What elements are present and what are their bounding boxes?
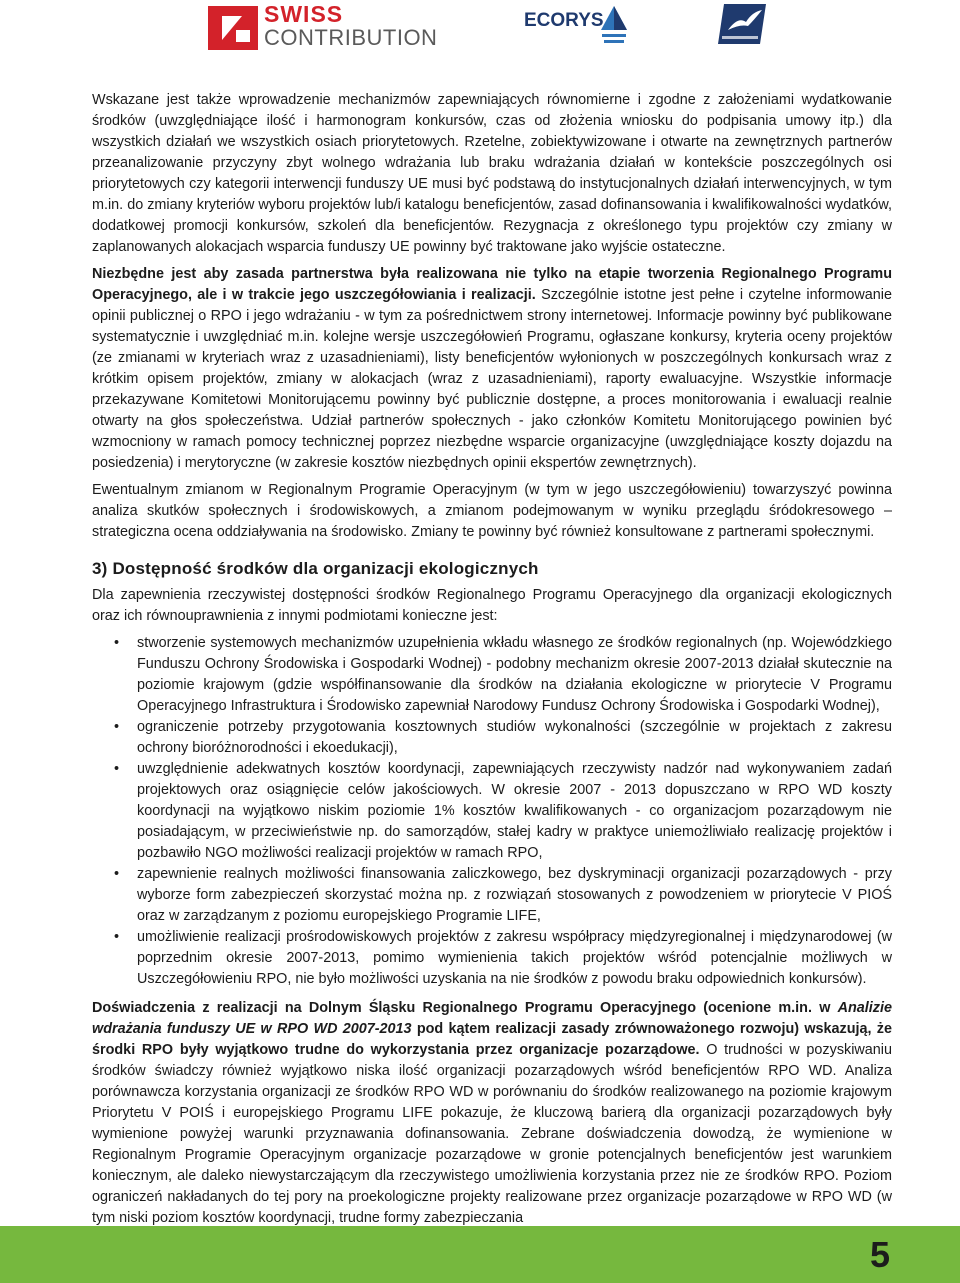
swiss-contribution-logo bbox=[208, 2, 448, 54]
experiences-details: O trudności w pozyskiwaniu środków świadczy również wyjątkowo niska ilość organizacji pozarządowych wśród beneficjentów RPO WD. Analiza porównawcza korzystania organizacji ze środków RPO WD w porównaniu do środków realizowanego na poziomie krajowym Priorytetu V POIŚ i europejskiego Programu LIFE pokazuje, że kluczową barierą dla organizacji pozarządowych były wymienione powyżej warunki przyznawania dofinansowania. Zebrane doświadczenia dowodzą, że wymienione w Regionalnym Programie Operacyjnym organizacje pozarządowe w gronie potencjalnych beneficjentów jest warunkiem koniecznym, ale daleko niewystarczającym dla rzeczywistego umożliwienia korzystania przez nie ze środków RPO. Poziom ograniczeń nakładanych do tej pory na proekologiczne projekty realizowane przez organizacje pozarządowe w RPO WD (w tym niski poziom kosztów koordynacji, trudne formy zabezpieczania bbox=[92, 1042, 893, 1226]
ecorys-word: ECORYS bbox=[524, 10, 604, 31]
paragraph-partnership bbox=[92, 264, 892, 474]
list-item-text: uwzględnienie adekwatnych kosztów koordynacji, zapewniających rzeczywisty nadzór nad wykonywaniem zadań projektowych oraz osiągnięcie celów jakościowych. W okresie 2007 - 2013 dopuszczano w RPO WD koszty koordynacji na wyjątkowo niskim poziomie 1% kosztów kwalifikowanych - co organizacjom pozarządowym nie posiadającym, w przeciwieństwie np. do samorządów, stałej kadry w praktyce uniemożliwiało realizację projektów i pozbawiło NGO możliwości realizacji projektów w ramach RPO, bbox=[137, 761, 892, 861]
partnership-details: Szczególnie istotne jest pełne i czytelne informowanie opinii publicznej o RPO i jego wdrażaniu - w tym za pośrednictwem strony internetowej. Informacje powinny być publikowane systematycznie i uwzględniać m.in. kolejne wersje uszczegółowień Programu, ogłaszane konkursy, kryteria oceny projektów (ze zmianami w kryteriach wraz z uzasadnieniami), listy beneficjentów wyłonionych w poszczególnych konkursach wraz z krótkim opisem projektów, zmiany w alokacjach (wraz z uzasadnieniami), raporty ewaluacyjne. Wszystkie informacje przekazywane Komitetowi Monitorującemu powinny być publicznie dostępne, a proces monitorowania i ewaluacji realnie otwarty na głos społeczeństwa. Udział partnerów społecznych - jako członków Komitetu Monitorującego powinien być wzmocniony w ramach pomocy technicznej poprzez niezbędne wsparcie organizacyjne (uwzględniające koszty dojazdu na posiedzenia) i merytoryczne (w zakresie kosztów niezbędnych opinii ekspertów zewnętrznych). bbox=[92, 287, 892, 471]
experiences-bold-2: pod kątem realizacji zasady zrównoważonego rozwoju) wskazują, że środki RPO były wyjątkowo trudne do wykorzystania przez organizacje pozarządowe. bbox=[92, 1021, 892, 1058]
bullet: • bbox=[114, 929, 120, 945]
paragraph-program-changes: Ewentualnym zmianom w Regionalnym Programie Operacyjnym (w tym w jego uszczegółowieniu) towarzyszyć powinna analiza skutków społecznych i środowiskowych, a zmianom podejmowanym w wyniku przeglądu śródokresowego – strategiczna ocena oddziaływania na środowisko. Zmiany te powinny być również konsultowane z partnerami społecznymi. bbox=[92, 482, 892, 540]
experiences-bold-1: Doświadczenia z realizacji na Dolnym Śląsku Regionalnego Programu Operacyjnego (ocenione m.in. w bbox=[92, 1000, 838, 1016]
page-number: 5 bbox=[869, 1234, 890, 1275]
list-item bbox=[92, 633, 892, 717]
list-item-text: ograniczenie potrzeby przygotowania kosztownych studiów wykonalności (szczególnie w projektach z zakresu ochrony bioróżnorodności i ekoedukacji), bbox=[137, 719, 892, 756]
list-item bbox=[92, 927, 892, 990]
paragraph-experiences bbox=[92, 998, 892, 1229]
page-header bbox=[0, 0, 960, 60]
ecorys-triangle-icon bbox=[600, 4, 628, 50]
requirements-list bbox=[92, 633, 892, 990]
analysis-title: Analizie wdrażania funduszy UE w RPO WD 2007-2013 bbox=[92, 1000, 892, 1037]
bird-emblem-icon bbox=[716, 2, 768, 48]
swiss-word: SWISS bbox=[264, 1, 344, 27]
list-item-text: stworzenie systemowych mechanizmów uzupełnienia wkładu własnego ze środków regionalnych (np. Wojewódzkiego Funduszu Ochrony Środowiska i Gospodarki Wodnej) - podobny mechanizm okresie 2007-2013 działał skutecznie na poziomie krajowym (gdzie współfinansowanie dla środków na działania ekologiczne w priorytecie V Programu Operacyjnego Infrastruktura i Środowisko zapewniał Narodowy Fundusz Ochrony Środowiska i Gospodarki Wodnej), bbox=[137, 635, 892, 714]
list-item bbox=[92, 759, 892, 864]
footer-bar bbox=[0, 1226, 960, 1283]
contribution-word: CONTRIBUTION bbox=[264, 25, 438, 50]
bullet: • bbox=[114, 635, 120, 651]
bullet: • bbox=[114, 866, 120, 882]
bullet: • bbox=[114, 719, 120, 735]
list-item-text: zapewnienie realnych możliwości finansowania zaliczkowego, bez dyskryminacji organizacji pozarządowych - przy wyborze form zabezpieczeń skorzystać można np. z rozwiązań stosowanych z powodzeniem w priorytecie V PIOŚ oraz w zarządzanym z poziomu europejskiego Programie LIFE, bbox=[137, 866, 892, 924]
list-item bbox=[92, 717, 892, 759]
list-item-text: umożliwienie realizacji prośrodowiskowych projektów z zakresu współpracy międzyregionalnej i międzynarodowej (w poprzednim okresie 2007-2013, pomimo wymienienia takich projektów wśród potencjalnie możliwych w Uszczegółowieniu RPO, nie było możliwości uzyskania na nie środków z powodu braku odpowiednich konkursów). bbox=[137, 929, 892, 987]
bullet: • bbox=[114, 761, 120, 777]
list-item bbox=[92, 864, 892, 927]
swiss-flag-mark-icon bbox=[208, 6, 258, 50]
main-content bbox=[92, 90, 892, 1229]
paragraph-equal-spending: Wskazane jest także wprowadzenie mechanizmów zapewniających równomierne i zgodne z założeniami wydatkowanie środków (uwzględniające ilość i harmonogram konkursów, czas od złożenia wniosku do podpisania umowy itp.) dla wszystkich działań we wszystkich osiach priorytetowych. Rzetelne, zobiektywizowane i otwarte na zewnętrznych partnerów przeanalizowanie przyczyny zbyt wolnego wdrażania lub braku wdrażania działań w kontekście poszczególnych osi priorytetowych czy kategorii interwencji funduszy UE musi być podstawą do instytucjonalnych działań interwencyjnych, w tym m.in. do zmiany kryteriów wyboru projektów lub/i katalogu beneficjentów, zasad dofinansowania i kwalifikowalności wydatków, dodatkowej promocji konkursów, szkoleń dla beneficjentów. Rezygnacja z określonego typu projektów czy zmiany w zaplanowanych alokacjach wsparcia funduszy UE powinny być traktowane jako wyjście ostateczne. bbox=[92, 92, 892, 255]
ecorys-logo bbox=[524, 4, 634, 50]
partnership-bold-statement: Niezbędne jest aby zasada partnerstwa była realizowana nie tylko na etapie tworzenia Regionalnego Programu Operacyjnego, ale i w trakcie jego uszczegółowiania i realizacji. bbox=[92, 266, 892, 303]
section-intro: Dla zapewnienia rzeczywistej dostępności środków Regionalnego Programu Operacyjnego dla organizacji ekologicznych oraz ich równouprawnienia z innymi podmiotami konieczne jest: bbox=[92, 587, 892, 624]
section-heading: 3) Dostępność środków dla organizacji ekologicznych bbox=[92, 559, 539, 578]
